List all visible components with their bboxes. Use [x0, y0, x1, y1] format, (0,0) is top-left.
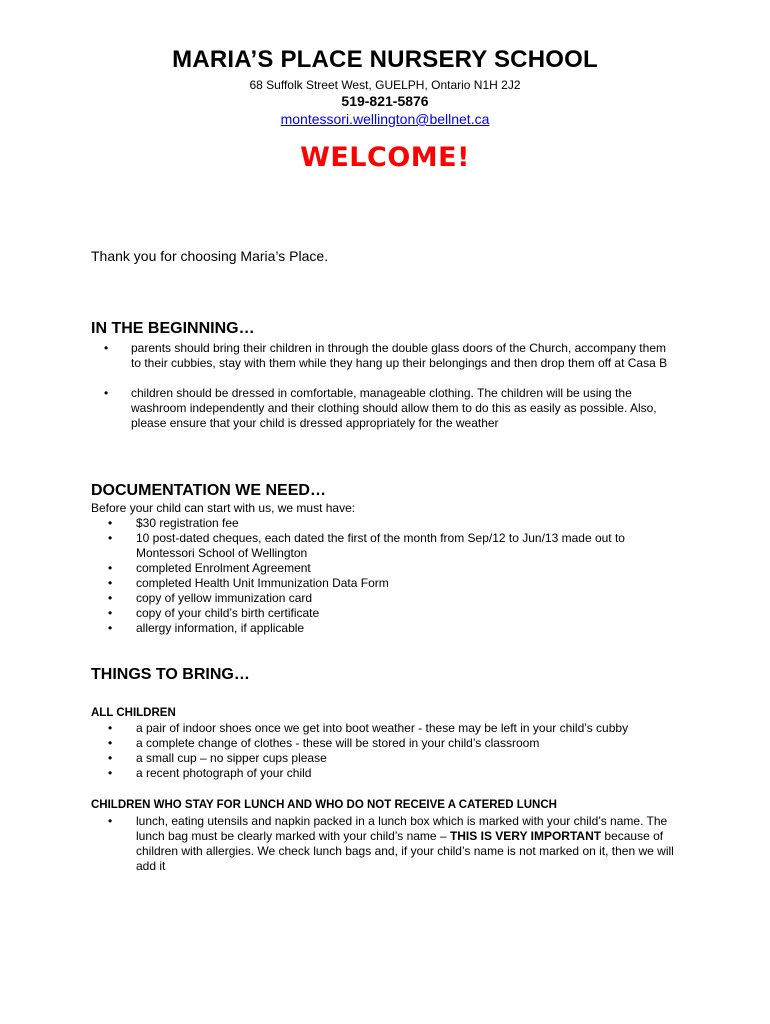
bullet-icon: • [108, 766, 113, 780]
school-phone: 519-821-5876 [341, 93, 429, 109]
bullet-icon: • [104, 386, 109, 400]
bullet-icon: • [104, 341, 109, 355]
bullet-icon: • [108, 736, 113, 750]
bullet-icon: • [108, 516, 113, 530]
list-item: • copy of yellow immunization card [108, 591, 313, 605]
school-email-link[interactable]: montessori.wellington@bellnet.ca [280, 111, 490, 127]
bullet-icon: • [108, 591, 113, 605]
bullet-icon: • [108, 721, 113, 735]
important-emphasis: THIS IS VERY IMPORTANT [449, 829, 602, 843]
list-item: • a pair of indoor shoes once we get into boot weather - these may be left in your child’s cubby [108, 721, 629, 735]
all-children-label: ALL CHILDREN [91, 707, 176, 719]
bullet-icon: • [108, 751, 113, 765]
school-title: MARIA’S PLACE NURSERY SCHOOL [172, 46, 598, 73]
list-item: • copy of your child’s birth certificate [108, 606, 320, 620]
list-item: • a recent photograph of your child [108, 766, 312, 780]
lunch-label: CHILDREN WHO STAY FOR LUNCH AND WHO DO NOT RECEIVE A CATERED LUNCH [91, 799, 557, 811]
list-item: • a complete change of clothes - these will be stored in your child’s classroom [108, 736, 540, 750]
list-item: • allergy information, if applicable [108, 621, 305, 635]
list-item: • a small cup – no sipper cups please [108, 751, 327, 765]
school-address: 68 Suffolk Street West, GUELPH, Ontario N1H 2J2 [249, 78, 521, 92]
list-item: • completed Enrolment Agreement [108, 561, 311, 575]
bullet-icon: • [108, 606, 113, 620]
bullet-icon: • [108, 531, 113, 545]
lunch-list [108, 814, 678, 874]
beginning-list [104, 341, 674, 431]
bullet-icon: • [108, 561, 113, 575]
bring-heading: THINGS TO BRING… [91, 666, 250, 683]
list-item: • $30 registration fee [108, 516, 239, 530]
bullet-icon: • [108, 576, 113, 590]
thank-you-text: Thank you for choosing Maria’s Place. [91, 248, 329, 264]
documentation-intro: Before your child can start with us, we must have: [91, 501, 356, 515]
all-children-list [108, 721, 678, 781]
bullet-icon: • [108, 621, 113, 635]
documentation-list [108, 516, 678, 636]
bullet-icon: • [108, 814, 113, 828]
welcome-heading: WELCOME! [300, 142, 470, 173]
beginning-heading: IN THE BEGINNING… [91, 320, 255, 337]
list-item: • lunch, eating utensils and napkin packed in a lunch box which is marked with your child’s name. The lunch bag must be clearly marked with your child’s name – THIS IS VERY IMPORTANT because of children with allergies. We check lunch bags and, if your child’s name is not marked on it, then we will add it [108, 814, 674, 873]
list-item: • children should be dressed in comfortable, manageable clothing. The children will be using the washroom independently and their clothing should allow them to do this as easily as possible. Also, please ensure that your child is dressed appropriately for the weather [104, 386, 657, 430]
documentation-heading: DOCUMENTATION WE NEED… [91, 482, 326, 499]
list-item: • completed Health Unit Immunization Data Form [108, 576, 389, 590]
list-item: • 10 post-dated cheques, each dated the first of the month from Sep/12 to Jun/13 made out to Montessori School of Wellington [108, 531, 625, 560]
list-item: • parents should bring their children in through the double glass doors of the Church, accompany them to their cubbies, stay with them while they hang up their belongings and then drop them off at Casa B [104, 341, 668, 370]
